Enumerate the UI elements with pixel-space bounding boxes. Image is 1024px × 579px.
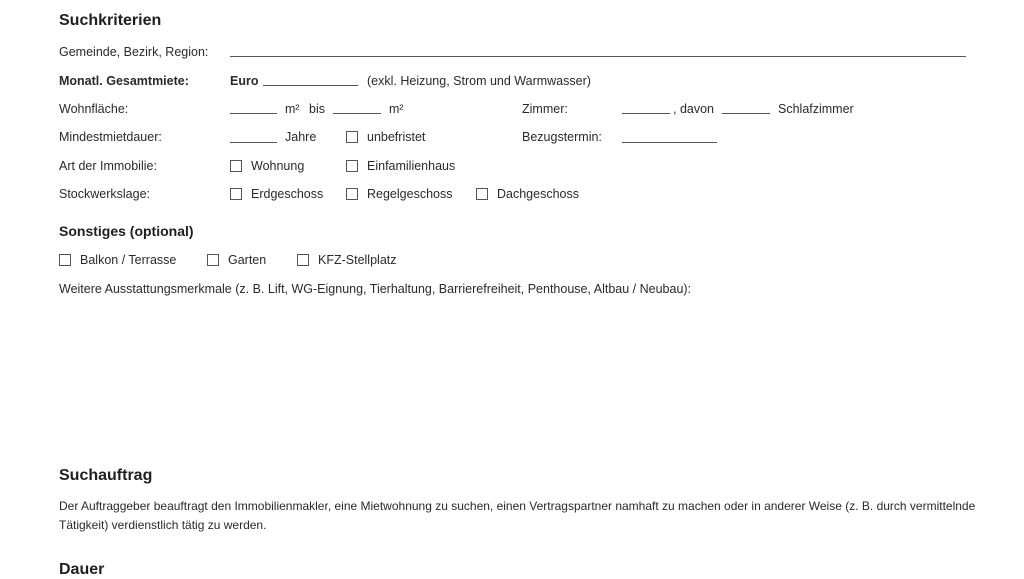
area-unit-min: m² xyxy=(285,102,300,116)
rent-field[interactable] xyxy=(263,85,358,86)
section-heading-duration: Dauer xyxy=(59,561,105,578)
garden-checkbox[interactable] xyxy=(207,254,219,266)
move-in-label: Bezugstermin: xyxy=(522,130,602,144)
area-unit-max: m² xyxy=(389,102,404,116)
bedrooms-field[interactable] xyxy=(722,113,770,114)
attic-floor-label: Dachgeschoss xyxy=(497,187,579,201)
rent-label: Monatl. Gesamtmiete: xyxy=(59,74,189,88)
section-heading-search-order: Suchauftrag xyxy=(59,467,153,484)
attic-floor-checkbox[interactable] xyxy=(476,188,488,200)
parking-checkbox[interactable] xyxy=(297,254,309,266)
rent-currency: Euro xyxy=(230,74,259,88)
search-order-text: Der Auftraggeber beauftragt den Immobilienmakler, eine Mietwohnung zu suchen, einen Vertragspartner namhaft zu machen oder in anderer Weise (z. B. durch vermittelnde Tätigkeit) verdienstlich tätig zu werden. xyxy=(59,499,976,532)
section-heading-other: Sonstiges (optional) xyxy=(59,223,194,239)
ground-floor-label: Erdgeschoss xyxy=(251,187,324,201)
apartment-label: Wohnung xyxy=(251,159,305,173)
min-rent-label: Mindestmietdauer: xyxy=(59,130,162,144)
parking-label: KFZ-Stellplatz xyxy=(318,253,397,267)
rooms-label: Zimmer: xyxy=(522,102,568,116)
unlimited-label: unbefristet xyxy=(367,130,426,144)
area-min-field[interactable] xyxy=(230,113,277,114)
type-label: Art der Immobilie: xyxy=(59,159,157,173)
rooms-davon: , davon xyxy=(673,102,715,116)
regular-floor-checkbox[interactable] xyxy=(346,188,358,200)
balcony-label: Balkon / Terrasse xyxy=(80,253,177,267)
floor-label: Stockwerkslage: xyxy=(59,187,151,201)
bedrooms-label: Schlafzimmer xyxy=(778,102,854,116)
section-heading-search-criteria: Suchkriterien xyxy=(59,12,162,29)
unlimited-checkbox[interactable] xyxy=(346,131,358,143)
area-max-field[interactable] xyxy=(333,113,381,114)
balcony-checkbox[interactable] xyxy=(59,254,71,266)
area-label: Wohnfläche: xyxy=(59,102,129,116)
house-checkbox[interactable] xyxy=(346,160,358,172)
rooms-field[interactable] xyxy=(622,113,670,114)
ground-floor-checkbox[interactable] xyxy=(230,188,242,200)
features-text-area[interactable] xyxy=(59,302,965,442)
region-field[interactable] xyxy=(230,56,966,57)
apartment-checkbox[interactable] xyxy=(230,160,242,172)
rent-note: (exkl. Heizung, Strom und Warmwasser) xyxy=(367,74,591,88)
regular-floor-label: Regelgeschoss xyxy=(367,187,453,201)
area-bis: bis xyxy=(309,102,325,116)
features-label: Weitere Ausstattungsmerkmale (z. B. Lift, WG-Eignung, Tierhaltung, Barrierefreiheit, Penthouse, Altbau / Neubau): xyxy=(59,282,692,296)
min-rent-field[interactable] xyxy=(230,142,277,143)
garden-label: Garten xyxy=(228,253,267,267)
region-label: Gemeinde, Bezirk, Region: xyxy=(59,45,209,59)
years-label: Jahre xyxy=(285,130,317,144)
house-label: Einfamilienhaus xyxy=(367,159,456,173)
move-in-field[interactable] xyxy=(622,142,717,143)
